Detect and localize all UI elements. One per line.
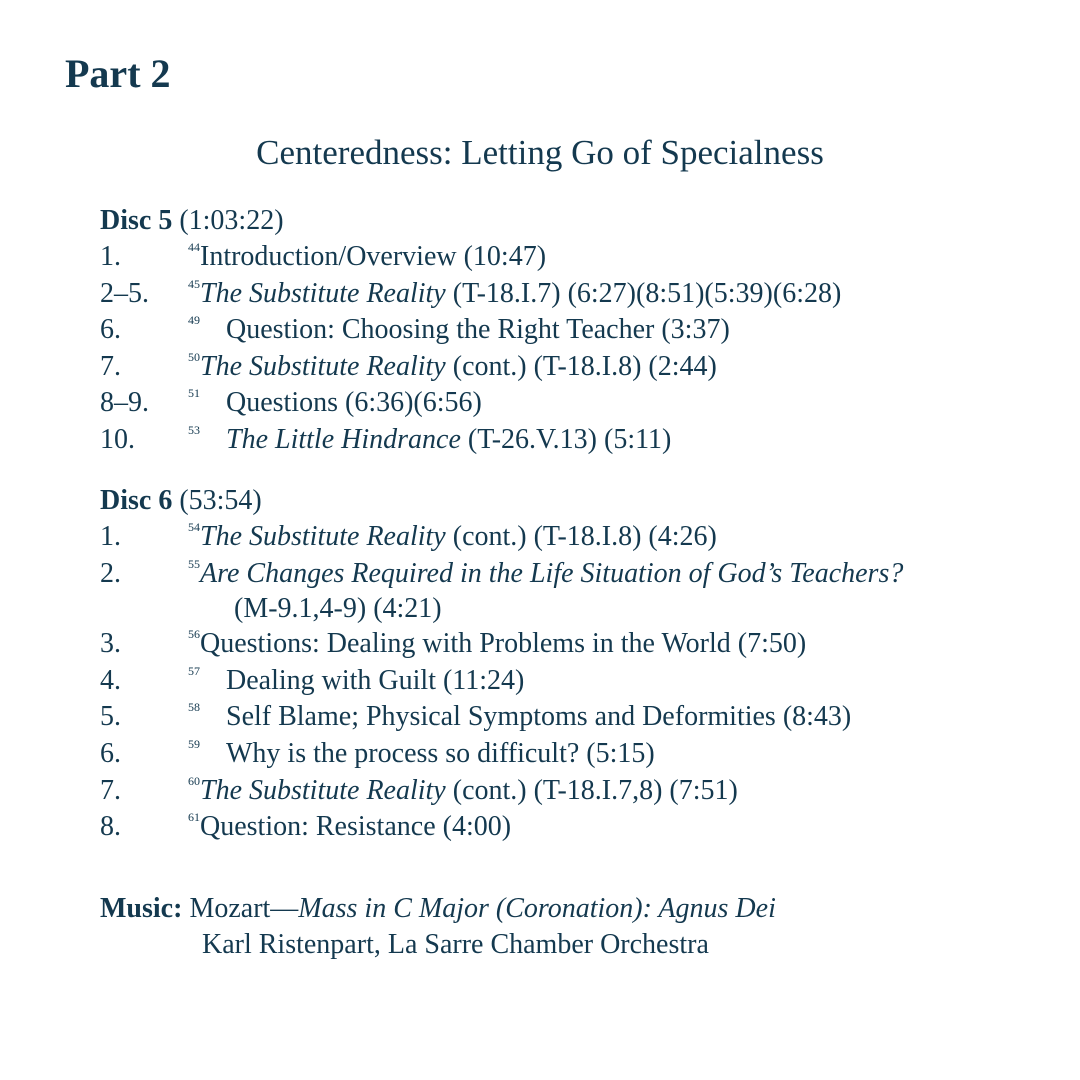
track-number: 3. (100, 628, 121, 660)
footnote-marker: 51 (188, 386, 200, 401)
track-number: 2–5. (100, 277, 149, 309)
disc-duration: (1:03:22) (179, 205, 284, 236)
track-row (100, 773, 1060, 810)
track-details: Question: Resistance (4:00) (200, 811, 512, 843)
track-text (188, 663, 524, 700)
music-work: Mass in C Major (Coronation): Agnus Dei (298, 893, 776, 924)
track-details: (cont.) (T-18.I.7,8) (7:51) (445, 774, 738, 806)
music-composer: Mozart— (189, 893, 299, 924)
music-label: Music: (100, 893, 183, 924)
track-reference: (M-9.1,4-9) (4:21) (234, 593, 442, 625)
track-number: 1. (100, 521, 121, 552)
track-text (188, 809, 511, 846)
footnote-marker: 55 (188, 556, 200, 571)
track-details: Self Blame; Physical Symptoms and Deformities (8:43) (226, 701, 852, 733)
track-row (100, 699, 1060, 736)
footnote-marker: 56 (188, 627, 200, 642)
footnote-marker: 61 (188, 810, 200, 825)
track-text (188, 519, 717, 556)
track-title: The Substitute Reality (200, 277, 446, 309)
footnote-marker: 45 (188, 276, 200, 291)
disc-5-header (100, 203, 1060, 239)
footnote-marker: 60 (188, 773, 200, 788)
footnote-marker: 50 (188, 349, 200, 364)
track-text (188, 312, 730, 349)
disc-duration: (53:54) (179, 485, 262, 516)
track-number: 7. (100, 774, 121, 806)
track-text (188, 556, 903, 593)
track-details: (cont.) (T-18.I.8) (4:26) (445, 521, 717, 552)
disc-6-section (100, 483, 1060, 846)
track-text (188, 385, 482, 422)
disc-5-section (100, 203, 1060, 459)
footnote-marker: 59 (188, 736, 200, 751)
track-row (100, 239, 1060, 276)
track-title: The Substitute Reality (200, 521, 446, 552)
track-number: 5. (100, 701, 121, 733)
track-row (100, 519, 1060, 556)
track-details: Questions: Dealing with Problems in the World (7:50) (200, 628, 807, 660)
footnote-marker: 49 (188, 313, 200, 328)
subtitle-text: Centeredness: Letting Go of Specialness (256, 133, 824, 172)
footnote-marker: 44 (188, 240, 200, 254)
track-row (100, 663, 1060, 700)
track-row (100, 422, 1060, 459)
track-row (100, 736, 1060, 773)
track-number: 6. (100, 737, 121, 769)
track-number: 1. (100, 241, 121, 272)
track-number: 2. (100, 557, 121, 589)
track-text (188, 773, 738, 810)
track-details: (cont.) (T-18.I.8) (2:44) (445, 350, 717, 382)
section-subtitle (0, 131, 1080, 175)
track-details: Questions (6:36)(6:56) (226, 387, 482, 419)
track-number: 4. (100, 664, 121, 696)
track-text (188, 422, 671, 459)
track-text (188, 626, 806, 663)
track-number: 8–9. (100, 387, 149, 419)
track-text (188, 276, 841, 313)
track-row (100, 809, 1060, 846)
track-title: Are Changes Required in the Life Situation of God’s Teachers? (200, 557, 904, 589)
track-title: The Little Hindrance (226, 423, 461, 455)
track-number: 7. (100, 350, 121, 382)
track-details: (T-26.V.13) (5:11) (460, 423, 672, 455)
track-row (100, 349, 1060, 386)
footnote-marker: 57 (188, 663, 200, 678)
track-title: The Substitute Reality (200, 350, 446, 382)
track-details: Question: Choosing the Right Teacher (3:37) (226, 314, 730, 346)
disc-6-track-list (100, 519, 1060, 846)
track-text (188, 349, 717, 386)
track-number: 8. (100, 811, 121, 843)
footnote-marker: 54 (188, 520, 200, 534)
track-details: Dealing with Guilt (11:24) (226, 664, 525, 696)
track-number: 6. (100, 314, 121, 346)
footnote-marker: 53 (188, 422, 200, 437)
footnote-marker: 58 (188, 700, 200, 715)
track-row (100, 276, 1060, 313)
track-text (188, 699, 851, 736)
music-performers: Karl Ristenpart, La Sarre Chamber Orchestra (202, 929, 709, 960)
track-text (188, 736, 655, 773)
track-row (100, 626, 1060, 663)
track-title: The Substitute Reality (200, 774, 446, 806)
music-credit (100, 891, 776, 963)
track-continuation (100, 592, 1060, 626)
track-row (100, 556, 1060, 593)
track-row (100, 312, 1060, 349)
track-details: Introduction/Overview (10:47) (200, 241, 547, 272)
track-row (100, 385, 1060, 422)
disc-label: Disc 6 (100, 485, 173, 516)
disc-label: Disc 5 (100, 205, 173, 236)
track-text (188, 239, 546, 276)
track-number: 10. (100, 423, 135, 455)
part-title: Part 2 (65, 51, 171, 96)
track-details: Why is the process so difficult? (5:15) (226, 737, 655, 769)
disc-5-track-list (100, 239, 1060, 459)
disc-6-header (100, 483, 1060, 519)
track-details: (T-18.I.7) (6:27)(8:51)(5:39)(6:28) (445, 277, 842, 309)
